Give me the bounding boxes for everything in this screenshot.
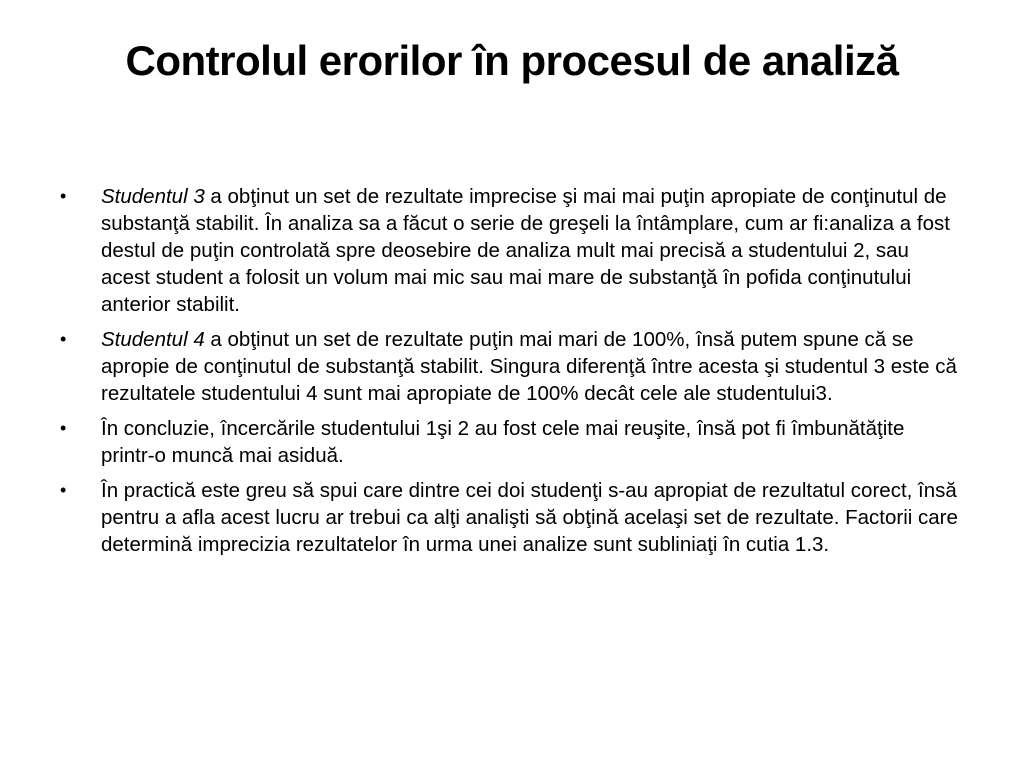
bullet-item-practice [58,477,963,558]
bullet-lead: Studentul 4 [101,328,205,351]
bullet-lead: Studentul 3 [101,185,205,208]
bullet-text: În practică este greu să spui care dintre cei doi studenţi s-au apropiat de rezultatul corect, însă pentru a afla acest lucru ar trebui ca alţi analişti să obţină acelaşi set de rezultate. Factorii care determină imprecizia rezultatelor în urma unei analize sunt subliniaţi în cutia 1.3. [101,479,958,556]
bullet-text: În concluzie, încercările studentului 1şi 2 au fost cele mai reuşite, însă pot fi îmbunătăţite printr-o muncă mai asiduă. [101,417,905,467]
bullet-item-student-4 [58,326,963,407]
bullet-icon: • [60,329,67,349]
bullet-text: a obţinut un set de rezultate puţin mai mari de 100%, însă putem spune că se apropie de conţinutul de substanţă stabilit. Singura diferenţă între acesta şi studentul 3 este că rezultatele studentului 4 sunt mai apropiate de 100% decât cele ale studentului3. [101,328,957,405]
bullet-item-conclusion [58,415,963,469]
bullet-icon: • [60,186,67,206]
bullet-item-student-3 [58,183,963,318]
bullet-icon: • [60,480,67,500]
slide-title: Controlul erorilor în procesul de analiză [125,37,899,84]
bullet-icon: • [60,418,67,438]
bullet-list [58,183,963,566]
bullet-text: a obţinut un set de rezultate imprecise şi mai mai puţin apropiate de conţinutul de substanţă stabilit. În analiza sa a făcut o serie de greşeli la întâmplare, cum ar fi:analiza a fost destul de puţin controlată spre deosebire de analiza mult mai precisă a studentului 2, sau acest student a folosit un volum mai mic sau mai mare de substanţă în pofida conţinutului anterior stabilit. [101,185,950,316]
